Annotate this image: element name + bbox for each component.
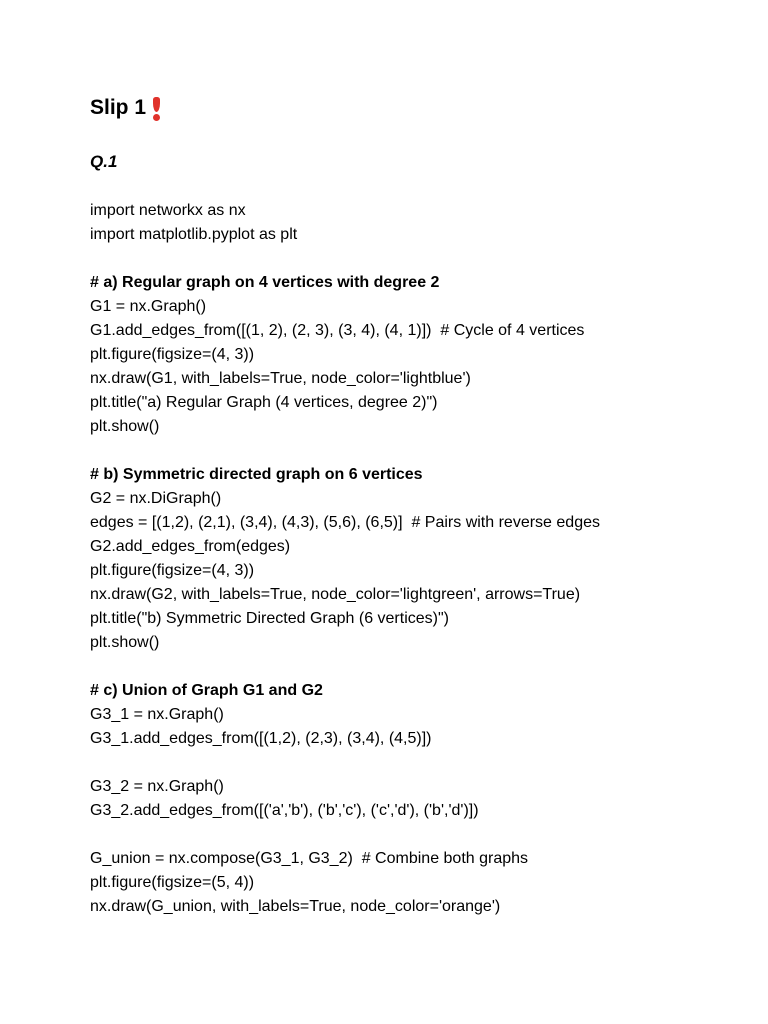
- page-title: [90, 93, 162, 123]
- code-line: nx.draw(G1, with_labels=True, node_color='lightblue'): [90, 370, 471, 387]
- code-line: G1.add_edges_from([(1, 2), (2, 3), (3, 4), (4, 1)]) # Cycle of 4 vertices: [90, 322, 585, 339]
- blank-line: [90, 655, 600, 679]
- code-line: edges = [(1,2), (2,1), (3,4), (4,3), (5,6), (6,5)] # Pairs with reverse edges: [90, 514, 600, 531]
- code-line: G3_2 = nx.Graph(): [90, 778, 224, 795]
- blank-line: [90, 247, 600, 271]
- page-title-text: Slip 1: [90, 96, 147, 119]
- code-line: import matplotlib.pyplot as plt: [90, 226, 298, 243]
- code-line: G3_1.add_edges_from([(1,2), (2,3), (3,4), (4,5)]): [90, 730, 432, 747]
- blank-line: [90, 751, 600, 775]
- section-comment-line: # b) Symmetric directed graph on 6 vertices: [90, 466, 423, 483]
- code-line: plt.show(): [90, 418, 160, 435]
- code-line: G2.add_edges_from(edges): [90, 538, 291, 555]
- code-line: plt.title("a) Regular Graph (4 vertices, degree 2)"): [90, 394, 438, 411]
- code-line: G2 = nx.DiGraph(): [90, 490, 222, 507]
- code-line: plt.figure(figsize=(5, 4)): [90, 874, 255, 891]
- section-comment-line: # a) Regular graph on 4 vertices with degree 2: [90, 274, 440, 291]
- code-line: plt.title("b) Symmetric Directed Graph (6 vertices)"): [90, 610, 449, 627]
- code-line: import networkx as nx: [90, 202, 246, 219]
- question-label: Q.1: [90, 152, 118, 171]
- blank-line: [90, 439, 600, 463]
- code-line: G3_2.add_edges_from([('a','b'), ('b','c'), ('c','d'), ('b','d')]): [90, 802, 479, 819]
- code-line: G3_1 = nx.Graph(): [90, 706, 224, 723]
- code-line: G1 = nx.Graph(): [90, 298, 207, 315]
- code-line: plt.figure(figsize=(4, 3)): [90, 562, 255, 579]
- code-line: nx.draw(G_union, with_labels=True, node_color='orange'): [90, 898, 501, 915]
- code-block: [90, 199, 600, 919]
- code-line: nx.draw(G2, with_labels=True, node_color='lightgreen', arrows=True): [90, 586, 581, 603]
- code-line: G_union = nx.compose(G3_1, G3_2) # Combine both graphs: [90, 850, 529, 867]
- exclamation-icon: [152, 95, 162, 121]
- code-line: plt.show(): [90, 634, 160, 651]
- section-comment-line: # c) Union of Graph G1 and G2: [90, 682, 323, 699]
- code-line: plt.figure(figsize=(4, 3)): [90, 346, 255, 363]
- blank-line: [90, 823, 600, 847]
